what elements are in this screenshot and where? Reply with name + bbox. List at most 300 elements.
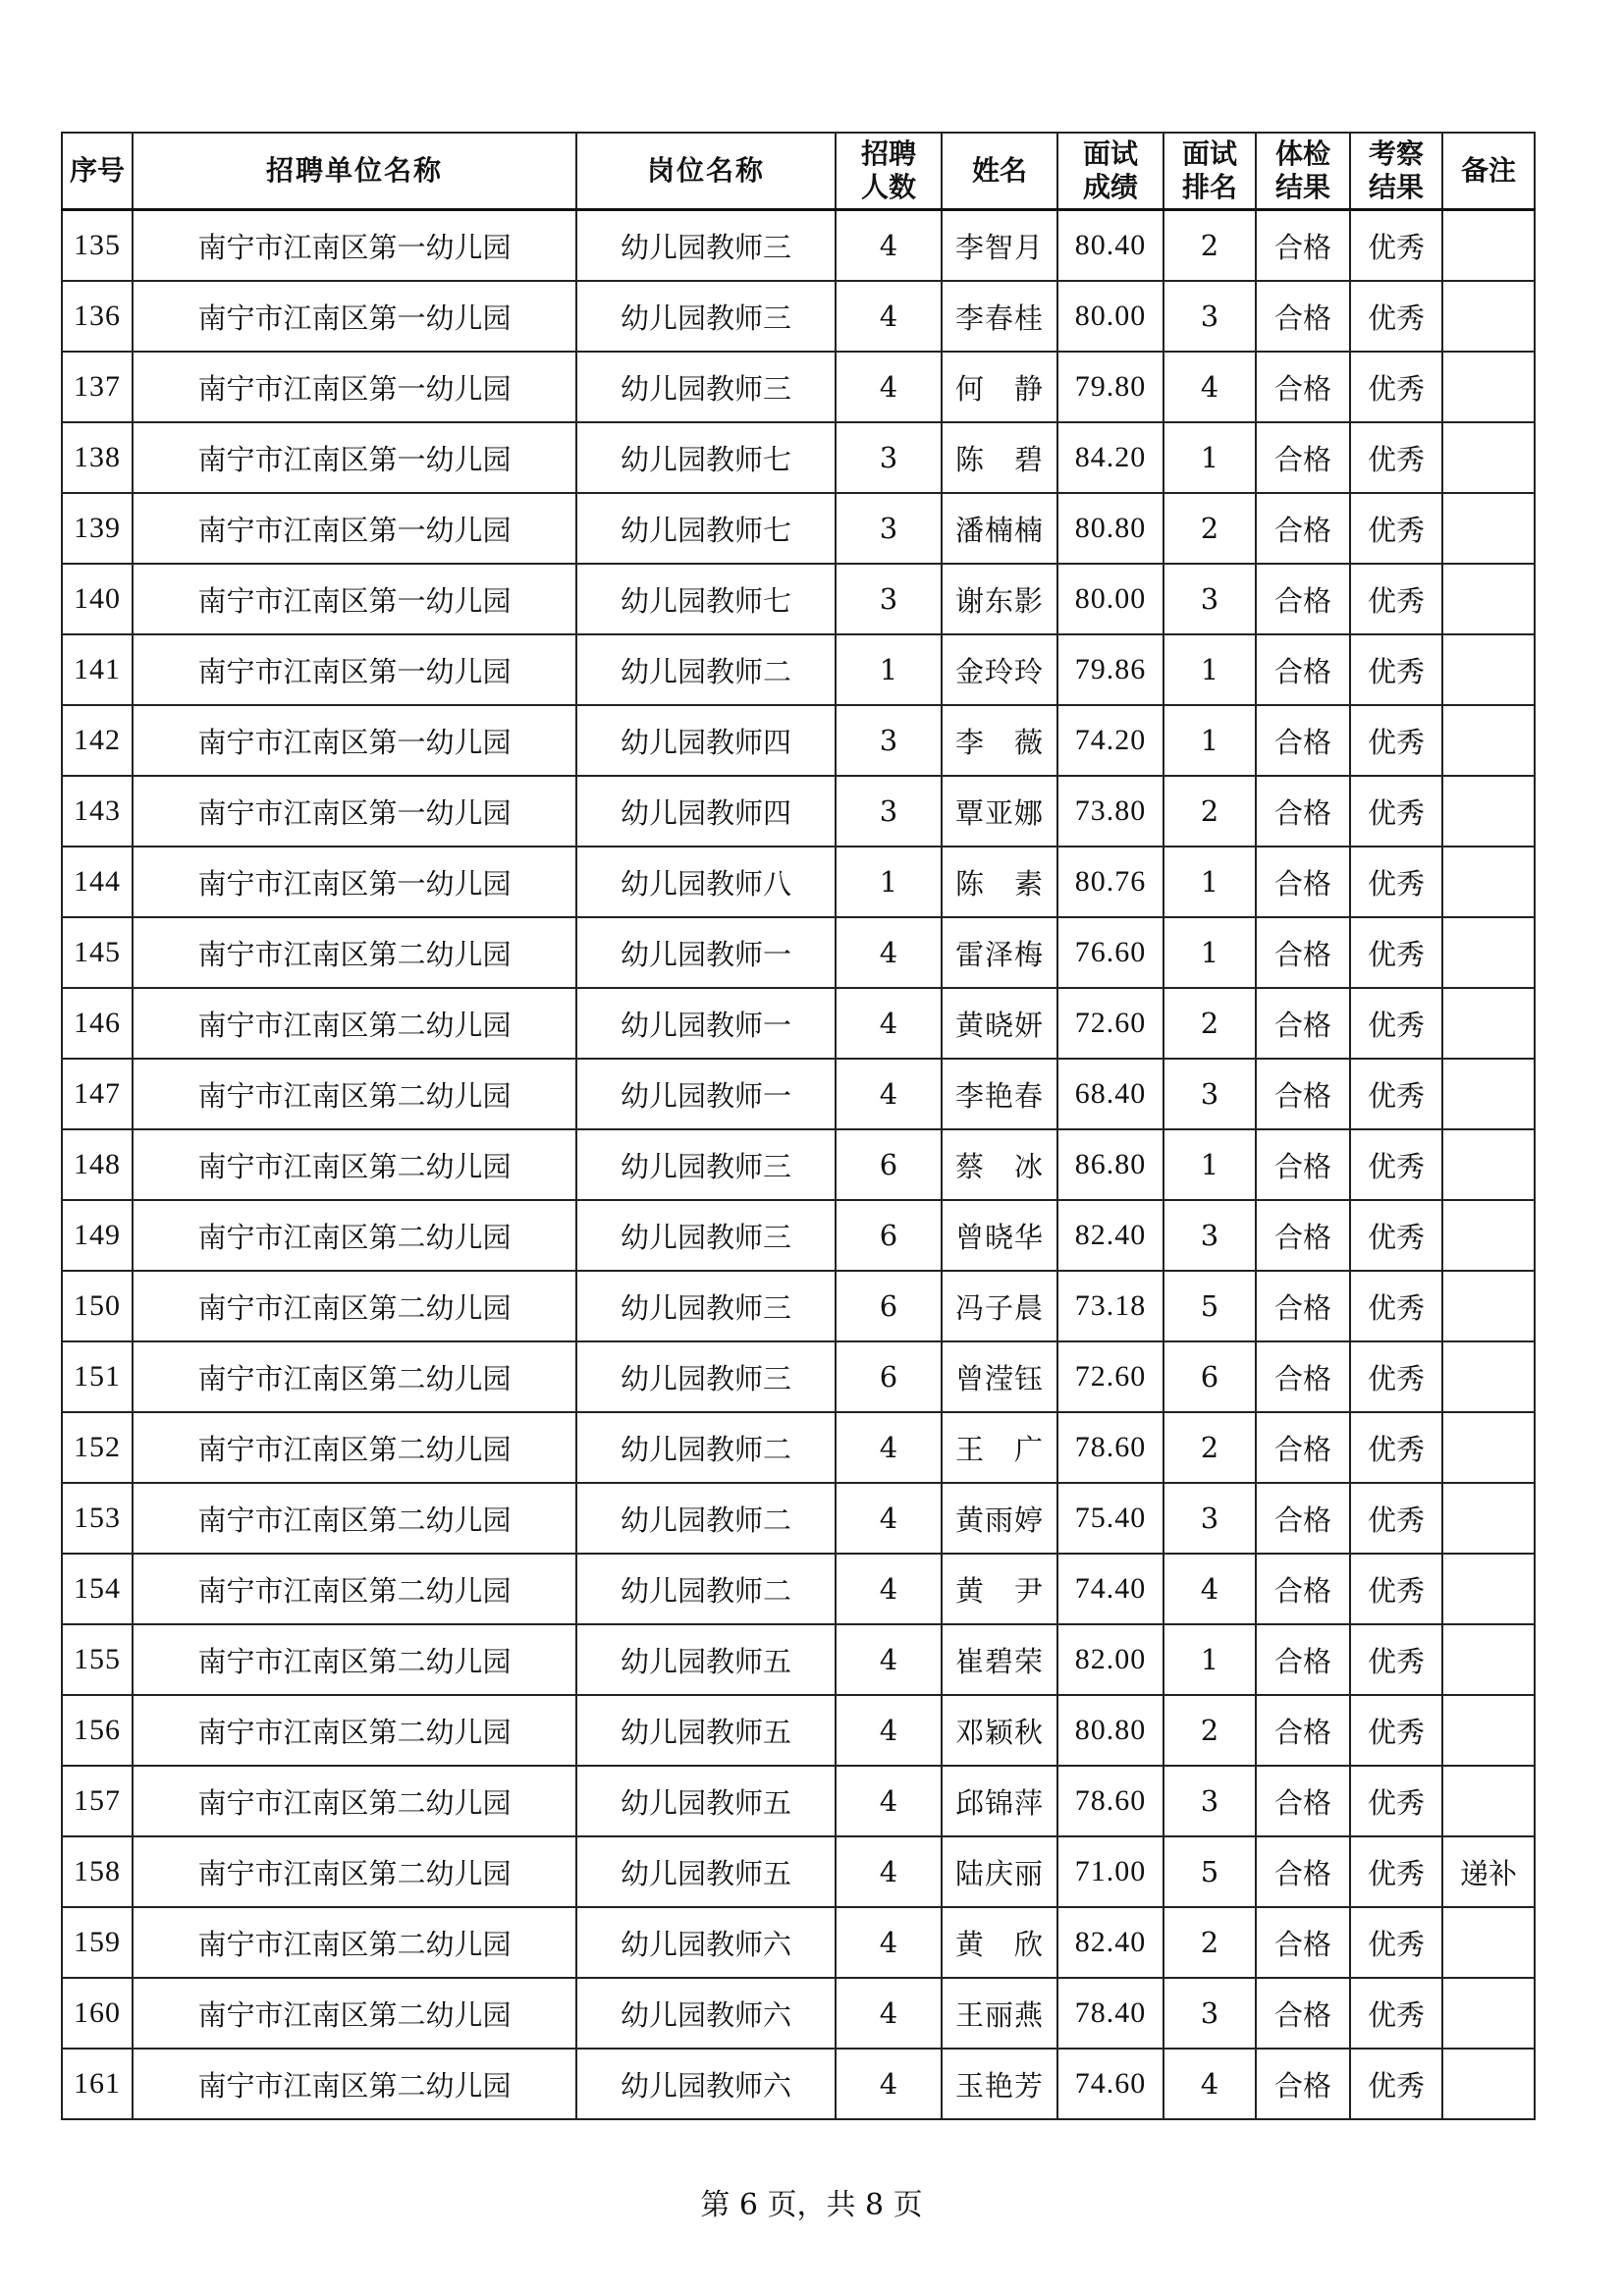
- cell-seq: 148: [62, 1129, 133, 1200]
- cell-inspection: 优秀: [1350, 2049, 1442, 2119]
- recruitment-results-table: [61, 132, 1536, 2120]
- cell-seq: 153: [62, 1483, 133, 1554]
- cell-remarks: [1442, 776, 1535, 847]
- cell-unit: 南宁市江南区第一幼儿园: [133, 493, 576, 564]
- cell-quota: 6: [836, 1200, 942, 1271]
- cell-position: 幼儿园教师二: [576, 1483, 836, 1554]
- cell-unit: 南宁市江南区第二幼儿园: [133, 1129, 576, 1200]
- cell-quota: 3: [836, 422, 942, 493]
- cell-remarks: [1442, 1483, 1535, 1554]
- cell-rank: 3: [1163, 1059, 1256, 1129]
- table-row: [62, 493, 1535, 564]
- cell-quota: 4: [836, 1412, 942, 1483]
- cell-position: 幼儿园教师一: [576, 1059, 836, 1129]
- header-position: 岗位名称: [576, 133, 836, 210]
- cell-position: 幼儿园教师五: [576, 1836, 836, 1907]
- cell-name: 崔碧荣: [942, 1624, 1057, 1695]
- cell-rank: 3: [1163, 1200, 1256, 1271]
- cell-rank: 1: [1163, 634, 1256, 705]
- table-header-row: [62, 133, 1535, 210]
- cell-medical: 合格: [1256, 2049, 1350, 2119]
- page-footer: 第 6 页，共 8 页: [700, 2188, 923, 2222]
- header-seq: 序号: [62, 133, 133, 210]
- cell-unit: 南宁市江南区第二幼儿园: [133, 1766, 576, 1836]
- cell-score: 73.18: [1057, 1271, 1163, 1341]
- cell-position: 幼儿园教师一: [576, 988, 836, 1059]
- cell-score: 68.40: [1057, 1059, 1163, 1129]
- cell-inspection: 优秀: [1350, 1412, 1442, 1483]
- cell-rank: 4: [1163, 2049, 1256, 2119]
- cell-seq: 147: [62, 1059, 133, 1129]
- cell-name: 李艳春: [942, 1059, 1057, 1129]
- header-remarks: 备注: [1442, 133, 1535, 210]
- cell-medical: 合格: [1256, 493, 1350, 564]
- cell-position: 幼儿园教师五: [576, 1695, 836, 1766]
- cell-quota: 6: [836, 1271, 942, 1341]
- cell-remarks: [1442, 493, 1535, 564]
- table-row: [62, 1978, 1535, 2049]
- cell-rank: 2: [1163, 1907, 1256, 1978]
- cell-score: 73.80: [1057, 776, 1163, 847]
- cell-inspection: 优秀: [1350, 1059, 1442, 1129]
- cell-medical: 合格: [1256, 705, 1350, 776]
- cell-remarks: [1442, 1766, 1535, 1836]
- cell-score: 79.80: [1057, 352, 1163, 422]
- cell-position: 幼儿园教师三: [576, 1271, 836, 1341]
- cell-name: 王丽燕: [942, 1978, 1057, 2049]
- table-row: [62, 1129, 1535, 1200]
- cell-seq: 157: [62, 1766, 133, 1836]
- cell-seq: 135: [62, 210, 133, 282]
- cell-score: 79.86: [1057, 634, 1163, 705]
- cell-seq: 160: [62, 1978, 133, 2049]
- cell-quota: 1: [836, 634, 942, 705]
- cell-score: 75.40: [1057, 1483, 1163, 1554]
- cell-inspection: 优秀: [1350, 1271, 1442, 1341]
- cell-unit: 南宁市江南区第二幼儿园: [133, 1271, 576, 1341]
- table-row: [62, 776, 1535, 847]
- cell-name: 覃亚娜: [942, 776, 1057, 847]
- cell-score: 74.20: [1057, 705, 1163, 776]
- cell-rank: 2: [1163, 988, 1256, 1059]
- cell-unit: 南宁市江南区第二幼儿园: [133, 1483, 576, 1554]
- cell-unit: 南宁市江南区第一幼儿园: [133, 210, 576, 282]
- cell-score: 74.60: [1057, 2049, 1163, 2119]
- cell-unit: 南宁市江南区第一幼儿园: [133, 352, 576, 422]
- cell-unit: 南宁市江南区第二幼儿园: [133, 1907, 576, 1978]
- cell-seq: 138: [62, 422, 133, 493]
- cell-remarks: 递补: [1442, 1836, 1535, 1907]
- cell-score: 72.60: [1057, 988, 1163, 1059]
- cell-quota: 4: [836, 1766, 942, 1836]
- cell-remarks: [1442, 917, 1535, 988]
- cell-unit: 南宁市江南区第二幼儿园: [133, 2049, 576, 2119]
- header-interview-score: 面试成绩: [1057, 133, 1163, 210]
- cell-seq: 146: [62, 988, 133, 1059]
- cell-unit: 南宁市江南区第二幼儿园: [133, 917, 576, 988]
- table-row: [62, 1200, 1535, 1271]
- cell-remarks: [1442, 1624, 1535, 1695]
- cell-inspection: 优秀: [1350, 847, 1442, 917]
- cell-medical: 合格: [1256, 988, 1350, 1059]
- cell-rank: 1: [1163, 1624, 1256, 1695]
- cell-quota: 4: [836, 352, 942, 422]
- cell-rank: 3: [1163, 1483, 1256, 1554]
- cell-score: 82.00: [1057, 1624, 1163, 1695]
- cell-remarks: [1442, 1978, 1535, 2049]
- cell-position: 幼儿园教师五: [576, 1624, 836, 1695]
- cell-unit: 南宁市江南区第一幼儿园: [133, 847, 576, 917]
- cell-rank: 4: [1163, 352, 1256, 422]
- cell-unit: 南宁市江南区第二幼儿园: [133, 1554, 576, 1624]
- cell-inspection: 优秀: [1350, 1554, 1442, 1624]
- cell-inspection: 优秀: [1350, 1836, 1442, 1907]
- cell-remarks: [1442, 352, 1535, 422]
- cell-quota: 3: [836, 776, 942, 847]
- cell-score: 80.80: [1057, 1695, 1163, 1766]
- cell-position: 幼儿园教师二: [576, 634, 836, 705]
- cell-rank: 2: [1163, 1412, 1256, 1483]
- cell-unit: 南宁市江南区第二幼儿园: [133, 1200, 576, 1271]
- cell-medical: 合格: [1256, 847, 1350, 917]
- cell-score: 82.40: [1057, 1200, 1163, 1271]
- table-row: [62, 564, 1535, 634]
- cell-medical: 合格: [1256, 1554, 1350, 1624]
- cell-rank: 2: [1163, 776, 1256, 847]
- cell-inspection: 优秀: [1350, 776, 1442, 847]
- table-row: [62, 1766, 1535, 1836]
- cell-quota: 4: [836, 1624, 942, 1695]
- cell-position: 幼儿园教师四: [576, 776, 836, 847]
- cell-name: 曾晓华: [942, 1200, 1057, 1271]
- cell-name: 谢东影: [942, 564, 1057, 634]
- cell-quota: 6: [836, 1341, 942, 1412]
- cell-medical: 合格: [1256, 1483, 1350, 1554]
- cell-score: 71.00: [1057, 1836, 1163, 1907]
- cell-inspection: 优秀: [1350, 1624, 1442, 1695]
- cell-seq: 140: [62, 564, 133, 634]
- cell-rank: 1: [1163, 917, 1256, 988]
- cell-quota: 4: [836, 1483, 942, 1554]
- cell-name: 玉艳芳: [942, 2049, 1057, 2119]
- header-interview-rank: 面试排名: [1163, 133, 1256, 210]
- cell-inspection: 优秀: [1350, 705, 1442, 776]
- cell-position: 幼儿园教师二: [576, 1554, 836, 1624]
- cell-name: 何 静: [942, 352, 1057, 422]
- cell-remarks: [1442, 1059, 1535, 1129]
- cell-unit: 南宁市江南区第二幼儿园: [133, 1624, 576, 1695]
- cell-medical: 合格: [1256, 776, 1350, 847]
- table-row: [62, 422, 1535, 493]
- header-inspection-result: 考察结果: [1350, 133, 1442, 210]
- cell-name: 黄 欣: [942, 1907, 1057, 1978]
- cell-rank: 2: [1163, 210, 1256, 282]
- cell-name: 李春桂: [942, 281, 1057, 352]
- cell-position: 幼儿园教师一: [576, 917, 836, 988]
- cell-medical: 合格: [1256, 564, 1350, 634]
- table-row: [62, 1624, 1535, 1695]
- cell-position: 幼儿园教师六: [576, 1907, 836, 1978]
- cell-quota: 4: [836, 988, 942, 1059]
- cell-position: 幼儿园教师三: [576, 281, 836, 352]
- cell-remarks: [1442, 1341, 1535, 1412]
- cell-remarks: [1442, 705, 1535, 776]
- cell-quota: 4: [836, 1554, 942, 1624]
- cell-seq: 149: [62, 1200, 133, 1271]
- cell-name: 金玲玲: [942, 634, 1057, 705]
- cell-position: 幼儿园教师三: [576, 1341, 836, 1412]
- cell-medical: 合格: [1256, 1200, 1350, 1271]
- cell-score: 80.00: [1057, 281, 1163, 352]
- cell-seq: 152: [62, 1412, 133, 1483]
- cell-unit: 南宁市江南区第一幼儿园: [133, 705, 576, 776]
- cell-inspection: 优秀: [1350, 564, 1442, 634]
- cell-medical: 合格: [1256, 210, 1350, 282]
- header-name: 姓名: [942, 133, 1057, 210]
- table-row: [62, 1483, 1535, 1554]
- cell-unit: 南宁市江南区第二幼儿园: [133, 1341, 576, 1412]
- cell-quota: 4: [836, 1695, 942, 1766]
- cell-remarks: [1442, 847, 1535, 917]
- cell-name: 雷泽梅: [942, 917, 1057, 988]
- cell-inspection: 优秀: [1350, 210, 1442, 282]
- cell-unit: 南宁市江南区第一幼儿园: [133, 422, 576, 493]
- cell-seq: 137: [62, 352, 133, 422]
- cell-quota: 6: [836, 1129, 942, 1200]
- cell-position: 幼儿园教师三: [576, 210, 836, 282]
- cell-unit: 南宁市江南区第一幼儿园: [133, 281, 576, 352]
- cell-name: 潘楠楠: [942, 493, 1057, 564]
- cell-seq: 155: [62, 1624, 133, 1695]
- cell-unit: 南宁市江南区第二幼儿园: [133, 1836, 576, 1907]
- header-unit: 招聘单位名称: [133, 133, 576, 210]
- cell-name: 陈 素: [942, 847, 1057, 917]
- table-row: [62, 281, 1535, 352]
- cell-unit: 南宁市江南区第二幼儿园: [133, 1695, 576, 1766]
- cell-inspection: 优秀: [1350, 1907, 1442, 1978]
- cell-rank: 6: [1163, 1341, 1256, 1412]
- table-row: [62, 1554, 1535, 1624]
- cell-remarks: [1442, 1907, 1535, 1978]
- table-row: [62, 1836, 1535, 1907]
- cell-medical: 合格: [1256, 1907, 1350, 1978]
- cell-score: 78.60: [1057, 1766, 1163, 1836]
- cell-medical: 合格: [1256, 1341, 1350, 1412]
- cell-remarks: [1442, 634, 1535, 705]
- cell-quota: 3: [836, 564, 942, 634]
- cell-seq: 141: [62, 634, 133, 705]
- table-row: [62, 352, 1535, 422]
- cell-rank: 3: [1163, 1978, 1256, 2049]
- table-row: [62, 1341, 1535, 1412]
- cell-medical: 合格: [1256, 1836, 1350, 1907]
- cell-medical: 合格: [1256, 422, 1350, 493]
- cell-score: 80.40: [1057, 210, 1163, 282]
- cell-name: 黄晓妍: [942, 988, 1057, 1059]
- cell-name: 黄 尹: [942, 1554, 1057, 1624]
- cell-name: 曾滢钰: [942, 1341, 1057, 1412]
- cell-inspection: 优秀: [1350, 352, 1442, 422]
- cell-score: 86.80: [1057, 1129, 1163, 1200]
- table-row: [62, 705, 1535, 776]
- cell-score: 84.20: [1057, 422, 1163, 493]
- table-row: [62, 1412, 1535, 1483]
- cell-position: 幼儿园教师七: [576, 493, 836, 564]
- cell-inspection: 优秀: [1350, 493, 1442, 564]
- table-row: [62, 1271, 1535, 1341]
- cell-quota: 4: [836, 1978, 942, 2049]
- cell-quota: 4: [836, 2049, 942, 2119]
- cell-unit: 南宁市江南区第二幼儿园: [133, 988, 576, 1059]
- cell-rank: 3: [1163, 1766, 1256, 1836]
- cell-seq: 144: [62, 847, 133, 917]
- table-row: [62, 847, 1535, 917]
- cell-quota: 4: [836, 281, 942, 352]
- cell-remarks: [1442, 1200, 1535, 1271]
- cell-inspection: 优秀: [1350, 1341, 1442, 1412]
- cell-unit: 南宁市江南区第一幼儿园: [133, 634, 576, 705]
- cell-seq: 159: [62, 1907, 133, 1978]
- header-quota: 招聘人数: [836, 133, 942, 210]
- cell-seq: 151: [62, 1341, 133, 1412]
- cell-score: 76.60: [1057, 917, 1163, 988]
- cell-position: 幼儿园教师四: [576, 705, 836, 776]
- cell-name: 陆庆丽: [942, 1836, 1057, 1907]
- cell-remarks: [1442, 988, 1535, 1059]
- table-row: [62, 1907, 1535, 1978]
- cell-inspection: 优秀: [1350, 1129, 1442, 1200]
- cell-name: 邱锦萍: [942, 1766, 1057, 1836]
- cell-score: 78.40: [1057, 1978, 1163, 2049]
- cell-position: 幼儿园教师三: [576, 1200, 836, 1271]
- table-row: [62, 1059, 1535, 1129]
- cell-quota: 3: [836, 493, 942, 564]
- cell-unit: 南宁市江南区第一幼儿园: [133, 776, 576, 847]
- cell-name: 陈 碧: [942, 422, 1057, 493]
- cell-rank: 5: [1163, 1836, 1256, 1907]
- cell-medical: 合格: [1256, 1978, 1350, 2049]
- cell-medical: 合格: [1256, 1129, 1350, 1200]
- cell-quota: 3: [836, 705, 942, 776]
- cell-name: 李智月: [942, 210, 1057, 282]
- cell-rank: 1: [1163, 422, 1256, 493]
- cell-score: 74.40: [1057, 1554, 1163, 1624]
- cell-inspection: 优秀: [1350, 1695, 1442, 1766]
- cell-score: 80.76: [1057, 847, 1163, 917]
- cell-unit: 南宁市江南区第一幼儿园: [133, 564, 576, 634]
- cell-medical: 合格: [1256, 1271, 1350, 1341]
- cell-medical: 合格: [1256, 1059, 1350, 1129]
- cell-medical: 合格: [1256, 1766, 1350, 1836]
- cell-inspection: 优秀: [1350, 1978, 1442, 2049]
- table-body: [62, 210, 1535, 2120]
- cell-remarks: [1442, 564, 1535, 634]
- cell-rank: 3: [1163, 281, 1256, 352]
- cell-inspection: 优秀: [1350, 422, 1442, 493]
- cell-inspection: 优秀: [1350, 917, 1442, 988]
- cell-seq: 154: [62, 1554, 133, 1624]
- cell-quota: 1: [836, 847, 942, 917]
- cell-position: 幼儿园教师六: [576, 1978, 836, 2049]
- cell-quota: 4: [836, 1907, 942, 1978]
- cell-inspection: 优秀: [1350, 1766, 1442, 1836]
- cell-remarks: [1442, 1695, 1535, 1766]
- cell-position: 幼儿园教师三: [576, 352, 836, 422]
- cell-score: 78.60: [1057, 1412, 1163, 1483]
- cell-inspection: 优秀: [1350, 634, 1442, 705]
- cell-remarks: [1442, 1412, 1535, 1483]
- cell-position: 幼儿园教师三: [576, 1129, 836, 1200]
- cell-remarks: [1442, 1271, 1535, 1341]
- cell-rank: 1: [1163, 705, 1256, 776]
- cell-name: 冯子晨: [942, 1271, 1057, 1341]
- cell-name: 李 薇: [942, 705, 1057, 776]
- cell-inspection: 优秀: [1350, 1200, 1442, 1271]
- cell-inspection: 优秀: [1350, 988, 1442, 1059]
- table-row: [62, 1695, 1535, 1766]
- cell-remarks: [1442, 210, 1535, 282]
- cell-quota: 4: [836, 1836, 942, 1907]
- cell-seq: 161: [62, 2049, 133, 2119]
- cell-score: 82.40: [1057, 1907, 1163, 1978]
- cell-position: 幼儿园教师八: [576, 847, 836, 917]
- cell-name: 黄雨婷: [942, 1483, 1057, 1554]
- cell-remarks: [1442, 2049, 1535, 2119]
- cell-rank: 2: [1163, 493, 1256, 564]
- cell-position: 幼儿园教师二: [576, 1412, 836, 1483]
- cell-seq: 156: [62, 1695, 133, 1766]
- cell-medical: 合格: [1256, 634, 1350, 705]
- table-row: [62, 634, 1535, 705]
- cell-remarks: [1442, 422, 1535, 493]
- cell-remarks: [1442, 1129, 1535, 1200]
- cell-unit: 南宁市江南区第二幼儿园: [133, 1059, 576, 1129]
- table-row: [62, 210, 1535, 282]
- cell-medical: 合格: [1256, 917, 1350, 988]
- cell-name: 王 广: [942, 1412, 1057, 1483]
- header-medical-result: 体检结果: [1256, 133, 1350, 210]
- table-row: [62, 917, 1535, 988]
- cell-quota: 4: [836, 210, 942, 282]
- cell-position: 幼儿园教师七: [576, 422, 836, 493]
- cell-unit: 南宁市江南区第二幼儿园: [133, 1412, 576, 1483]
- cell-inspection: 优秀: [1350, 281, 1442, 352]
- cell-remarks: [1442, 281, 1535, 352]
- cell-inspection: 优秀: [1350, 1483, 1442, 1554]
- cell-remarks: [1442, 1554, 1535, 1624]
- cell-rank: 3: [1163, 564, 1256, 634]
- cell-score: 80.80: [1057, 493, 1163, 564]
- cell-medical: 合格: [1256, 1624, 1350, 1695]
- cell-position: 幼儿园教师五: [576, 1766, 836, 1836]
- cell-seq: 136: [62, 281, 133, 352]
- table-row: [62, 2049, 1535, 2119]
- cell-seq: 145: [62, 917, 133, 988]
- cell-seq: 142: [62, 705, 133, 776]
- cell-quota: 4: [836, 917, 942, 988]
- cell-name: 蔡 冰: [942, 1129, 1057, 1200]
- cell-score: 80.00: [1057, 564, 1163, 634]
- cell-name: 邓颖秋: [942, 1695, 1057, 1766]
- cell-position: 幼儿园教师六: [576, 2049, 836, 2119]
- cell-seq: 150: [62, 1271, 133, 1341]
- cell-rank: 5: [1163, 1271, 1256, 1341]
- cell-rank: 4: [1163, 1554, 1256, 1624]
- cell-seq: 139: [62, 493, 133, 564]
- cell-medical: 合格: [1256, 1695, 1350, 1766]
- cell-medical: 合格: [1256, 1412, 1350, 1483]
- cell-seq: 143: [62, 776, 133, 847]
